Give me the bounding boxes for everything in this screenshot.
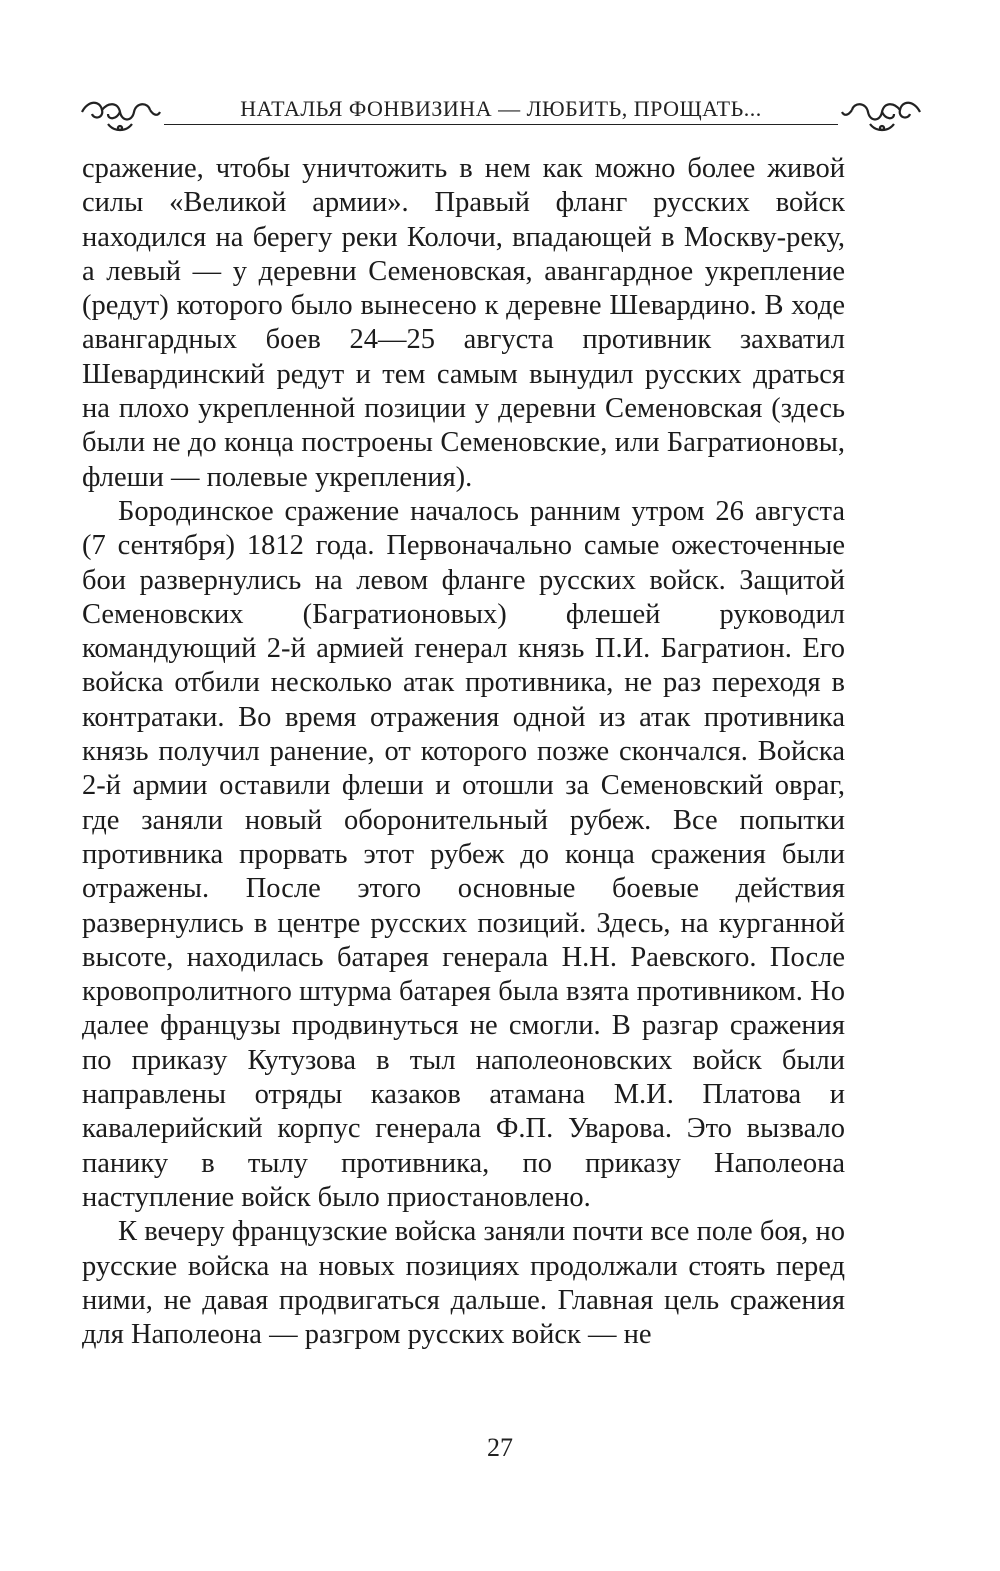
page-number: 27: [487, 1433, 513, 1462]
ornament-right-icon: [840, 98, 924, 134]
paragraph: Бородинское сражение началось ранним утром 26 августа (7 сентября) 1812 года. Первоначально самые ожесточенные бои развернулись на левом фланге русских войск. Защитой Семеновских (Багратионовых) флешей руководил командующий 2-й армией генерал князь П.И. Багратион. Его войска отбили несколько атак противника, не раз переходя в контратаки. Во время отражения одной из атак противника князь получил ранение, от которого позже скончался. Войска 2-й армии оставили флеши и отошли за Семеновский овраг, где заняли новый оборонительный рубеж. Все попытки противника прорвать этот рубеж до конца сражения были отражены. После этого основные боевые действия развернулись в центре русских позиций. Здесь, на курганной высоте, находилась батарея генерала Н.Н. Раевского. После кровопролитного штурма батарея была взята противником. Но далее французы продвинуться не смогли. В разгар сражения по приказу Кутузова в тыл наполеоновских войск были направлены отряды казаков атамана М.И. Платова и кавалерийский корпус генерала Ф.П. Уварова. Это вызвало панику в тылу противника, по приказу Наполеона наступление войск было приостановлено.: [82, 495, 845, 1213]
running-header: [78, 88, 924, 138]
header-rule: [164, 124, 838, 125]
paragraph: сражение, чтобы уничтожить в нем как можно более живой силы «Великой армии». Правый фланг русских войск находился на берегу реки Колочи, впадающей в Москву-реку, а левый — у деревни Семеновская, авангардное укрепление (редут) которого было вынесено к деревне Шевардино. В ходе авангардных боев 24—25 августа противник захватил Шевардинский редут и тем самым вынудил русских драться на плохо укрепленной позиции у деревни Семеновская (здесь были не до конца построены Семеновские, или Багратионовы, флеши — полевые укрепления).: [82, 153, 845, 493]
header-title: НАТАЛЬЯ ФОНВИЗИНА — ЛЮБИТЬ, ПРОЩАТЬ...: [240, 96, 762, 121]
body-text: [82, 152, 845, 1352]
paragraph: К вечеру французские войска заняли почти все поле боя, но русские войска на новых позициях продолжали стоять перед ними, не давая продвигаться дальше. Главная цель сражения для Наполеона — разгром русских войск — не: [82, 1216, 845, 1351]
